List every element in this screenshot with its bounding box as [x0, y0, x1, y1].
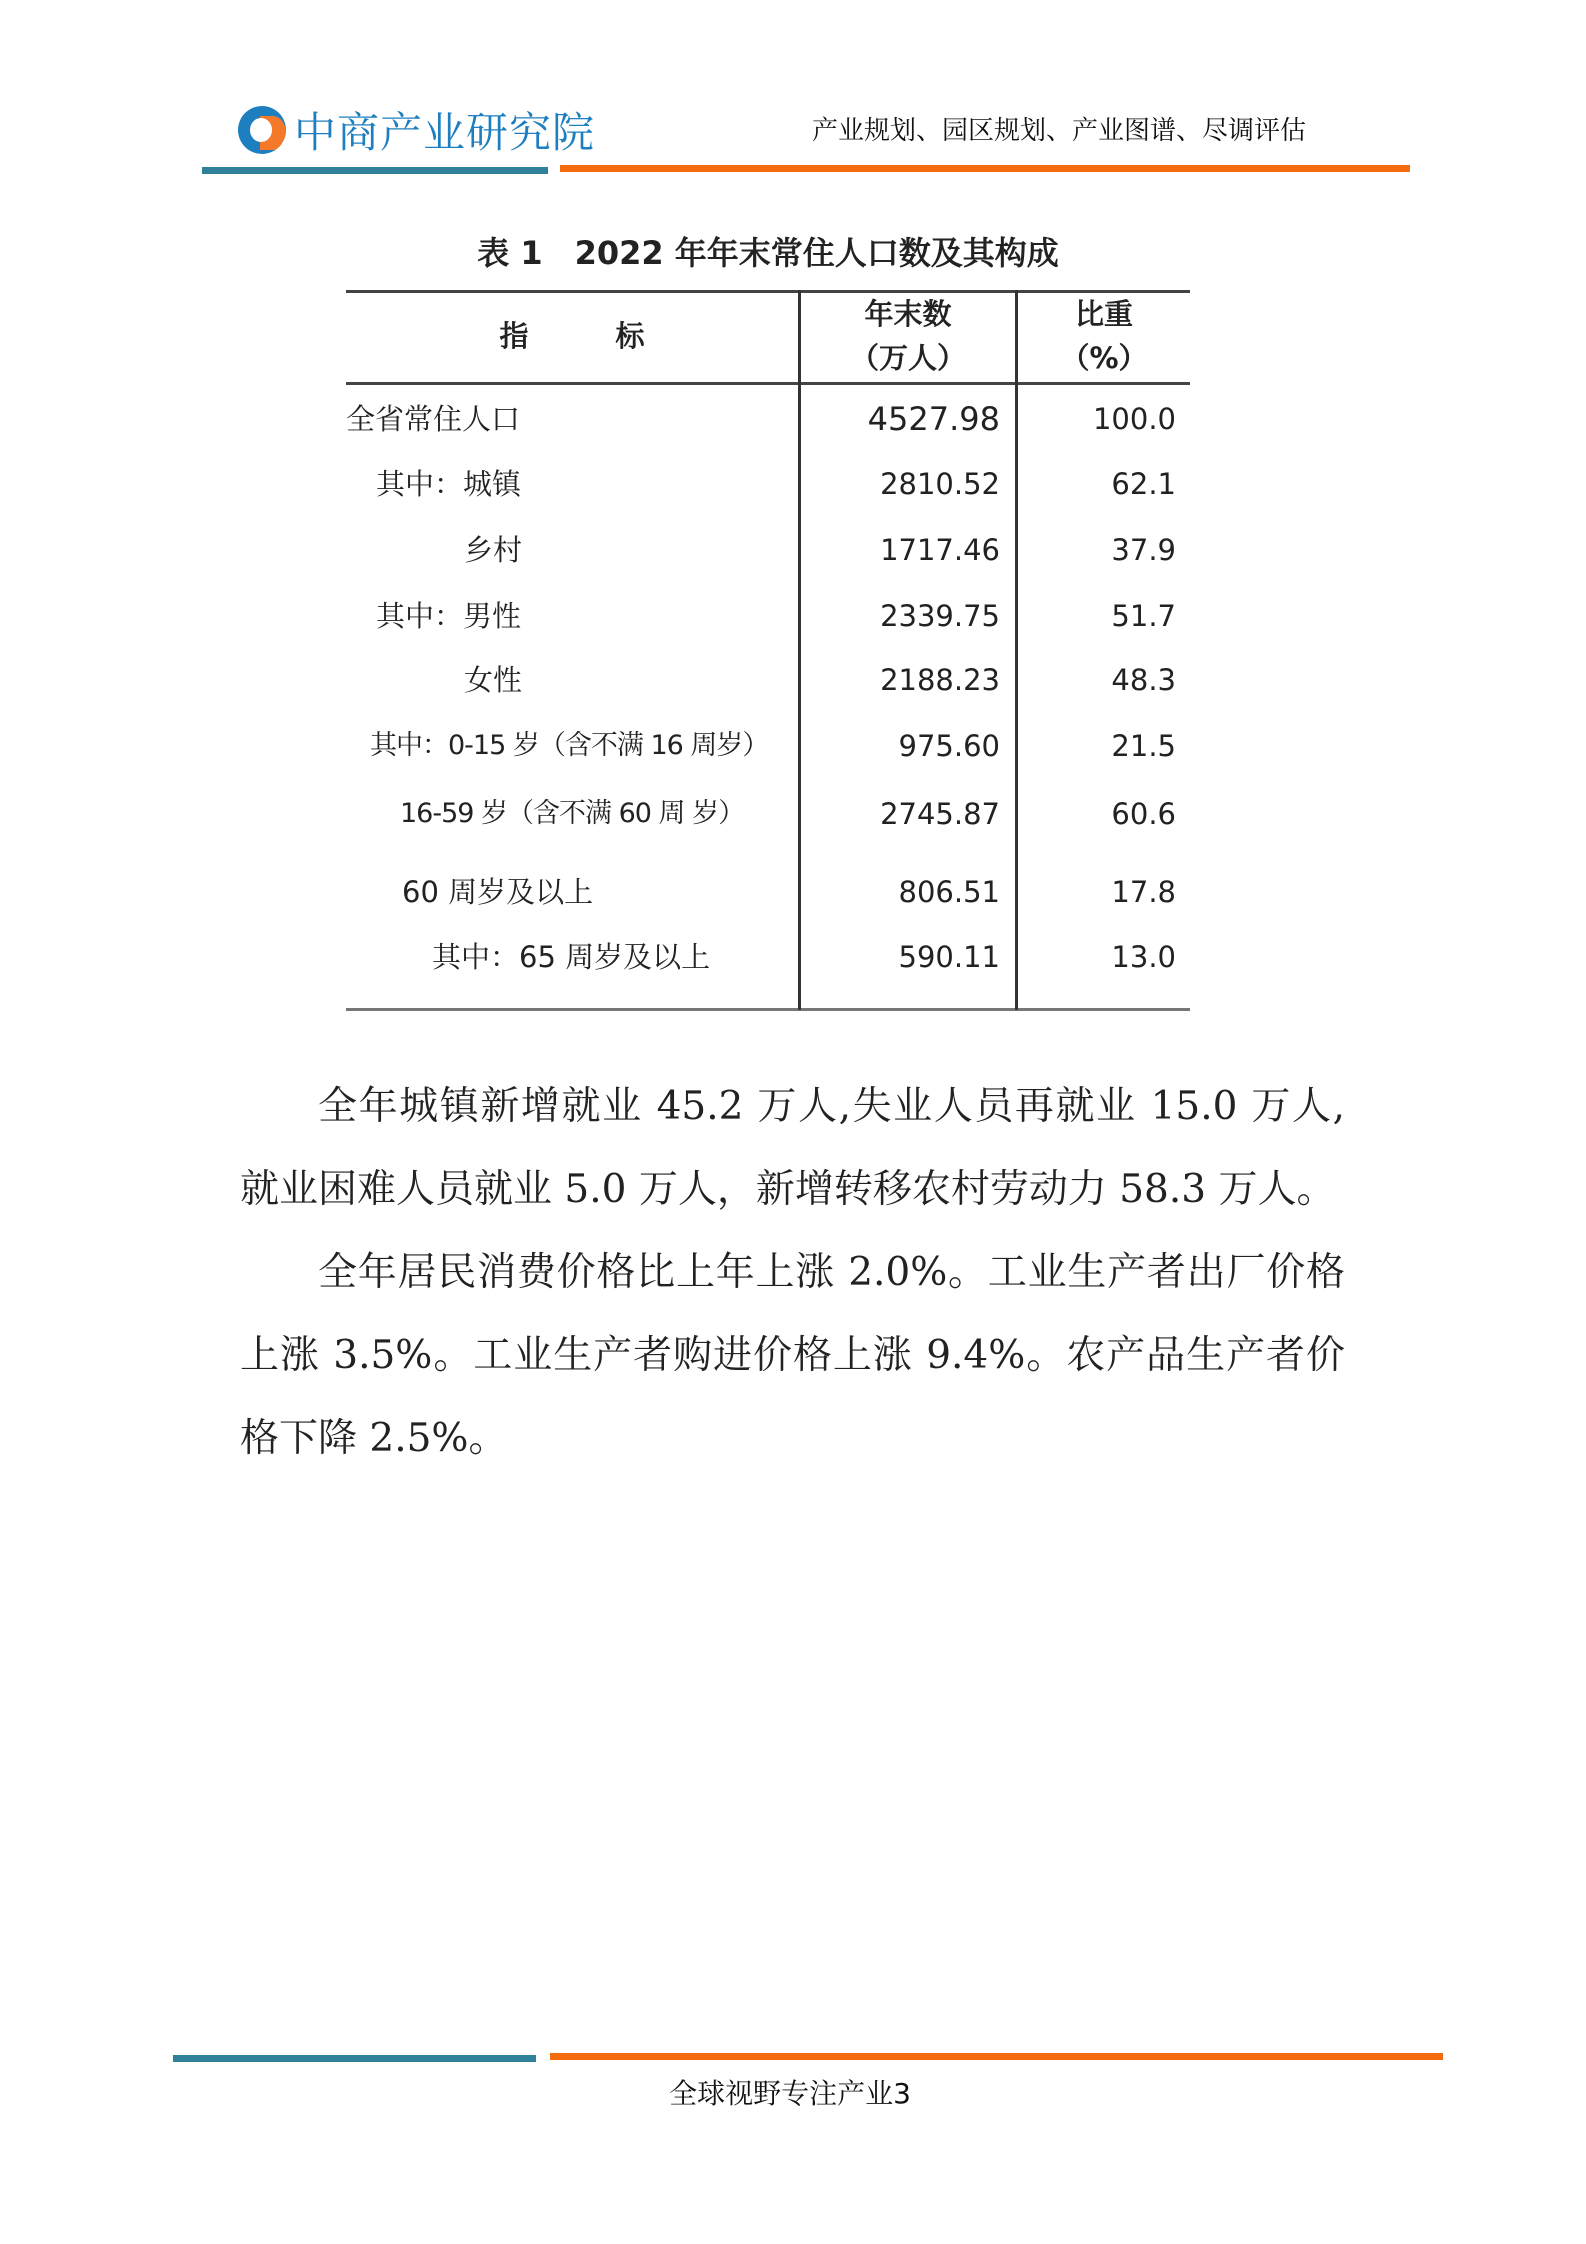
- header-divider-orange: [560, 165, 1410, 172]
- table-row: [346, 784, 1190, 844]
- table-row: [346, 927, 1190, 987]
- row-count: 2745.87: [880, 797, 1000, 831]
- row-count: 2188.23: [880, 663, 1000, 697]
- logo-icon: [238, 106, 286, 154]
- row-count: 2810.52: [880, 467, 1000, 501]
- header-tagline: 产业规划、园区规划、产业图谱、尽调评估: [812, 116, 1307, 146]
- row-label: 16-59 岁（含不满 60 周 岁）: [400, 798, 745, 829]
- population-table: [346, 290, 1190, 1010]
- table-row: [346, 716, 1190, 776]
- row-share: 37.9: [1111, 533, 1176, 567]
- row-label: 60 周岁及以上: [402, 875, 594, 909]
- row-label: 其中：65 周岁及以上: [432, 940, 711, 974]
- row-share: 51.7: [1111, 599, 1176, 633]
- row-share: 100.0: [1092, 402, 1176, 436]
- row-share: 62.1: [1111, 467, 1176, 501]
- header-count: 年末数: [864, 297, 952, 331]
- row-share: 21.5: [1111, 729, 1176, 763]
- row-count: 1717.46: [880, 533, 1000, 567]
- row-count: 975.60: [898, 729, 1000, 763]
- table-title: 表 1 2022 年年末常住人口数及其构成: [477, 234, 1059, 272]
- header-indicator: 指 标: [499, 319, 645, 353]
- row-count: 590.11: [898, 940, 1000, 974]
- row-label: 其中：0-15 岁（含不满 16 周岁）: [370, 730, 769, 761]
- header-share: 比重: [1074, 297, 1133, 331]
- table-bottom-rule: [346, 1008, 1190, 1011]
- row-label: 其中：男性: [376, 599, 522, 633]
- footer-divider-blue: [173, 2055, 536, 2062]
- footer-divider-orange: [550, 2053, 1443, 2060]
- row-share: 13.0: [1111, 940, 1176, 974]
- logo: [238, 100, 595, 160]
- row-label: 其中：城镇: [376, 467, 522, 501]
- header-count-unit: （万人）: [849, 341, 966, 375]
- logo-text: 中商产业研究院: [294, 108, 596, 157]
- row-label: 女性: [464, 663, 523, 697]
- row-label: 全省常住人口: [346, 402, 521, 436]
- paragraph-prices: 全年居民消费价格比上年上涨 2.0%。工业生产者出厂价格上涨 3.5%。工业生产者购进价格上涨 9.4%。农产品生产者价格下降 2.5%。: [240, 1250, 1345, 1461]
- row-count: 4527.98: [867, 400, 1000, 438]
- table-row: [346, 650, 1190, 710]
- table-row: [346, 454, 1190, 514]
- row-share: 60.6: [1111, 797, 1176, 831]
- row-share: 48.3: [1111, 663, 1176, 697]
- header-divider-blue: [202, 167, 548, 174]
- table-row: [346, 520, 1190, 580]
- paragraph-employment: 全年城镇新增就业 45.2 万人,失业人员再就业 15.0 万人,就业困难人员就业 5.0 万人，新增转移农村劳动力 58.3 万人。: [240, 1084, 1345, 1212]
- row-label: 乡村: [464, 533, 523, 567]
- table-row: [346, 862, 1190, 922]
- table-header-rule: [346, 382, 1190, 385]
- footer-slogan-page-number: 全球视野专注产业3: [669, 2077, 911, 2110]
- header-share-unit: （%）: [1060, 341, 1148, 375]
- row-share: 17.8: [1111, 875, 1176, 909]
- table-row: [346, 389, 1190, 449]
- row-count: 2339.75: [880, 599, 1000, 633]
- table-row: [346, 586, 1190, 646]
- row-count: 806.51: [898, 875, 1000, 909]
- body-text: [240, 1065, 1345, 1480]
